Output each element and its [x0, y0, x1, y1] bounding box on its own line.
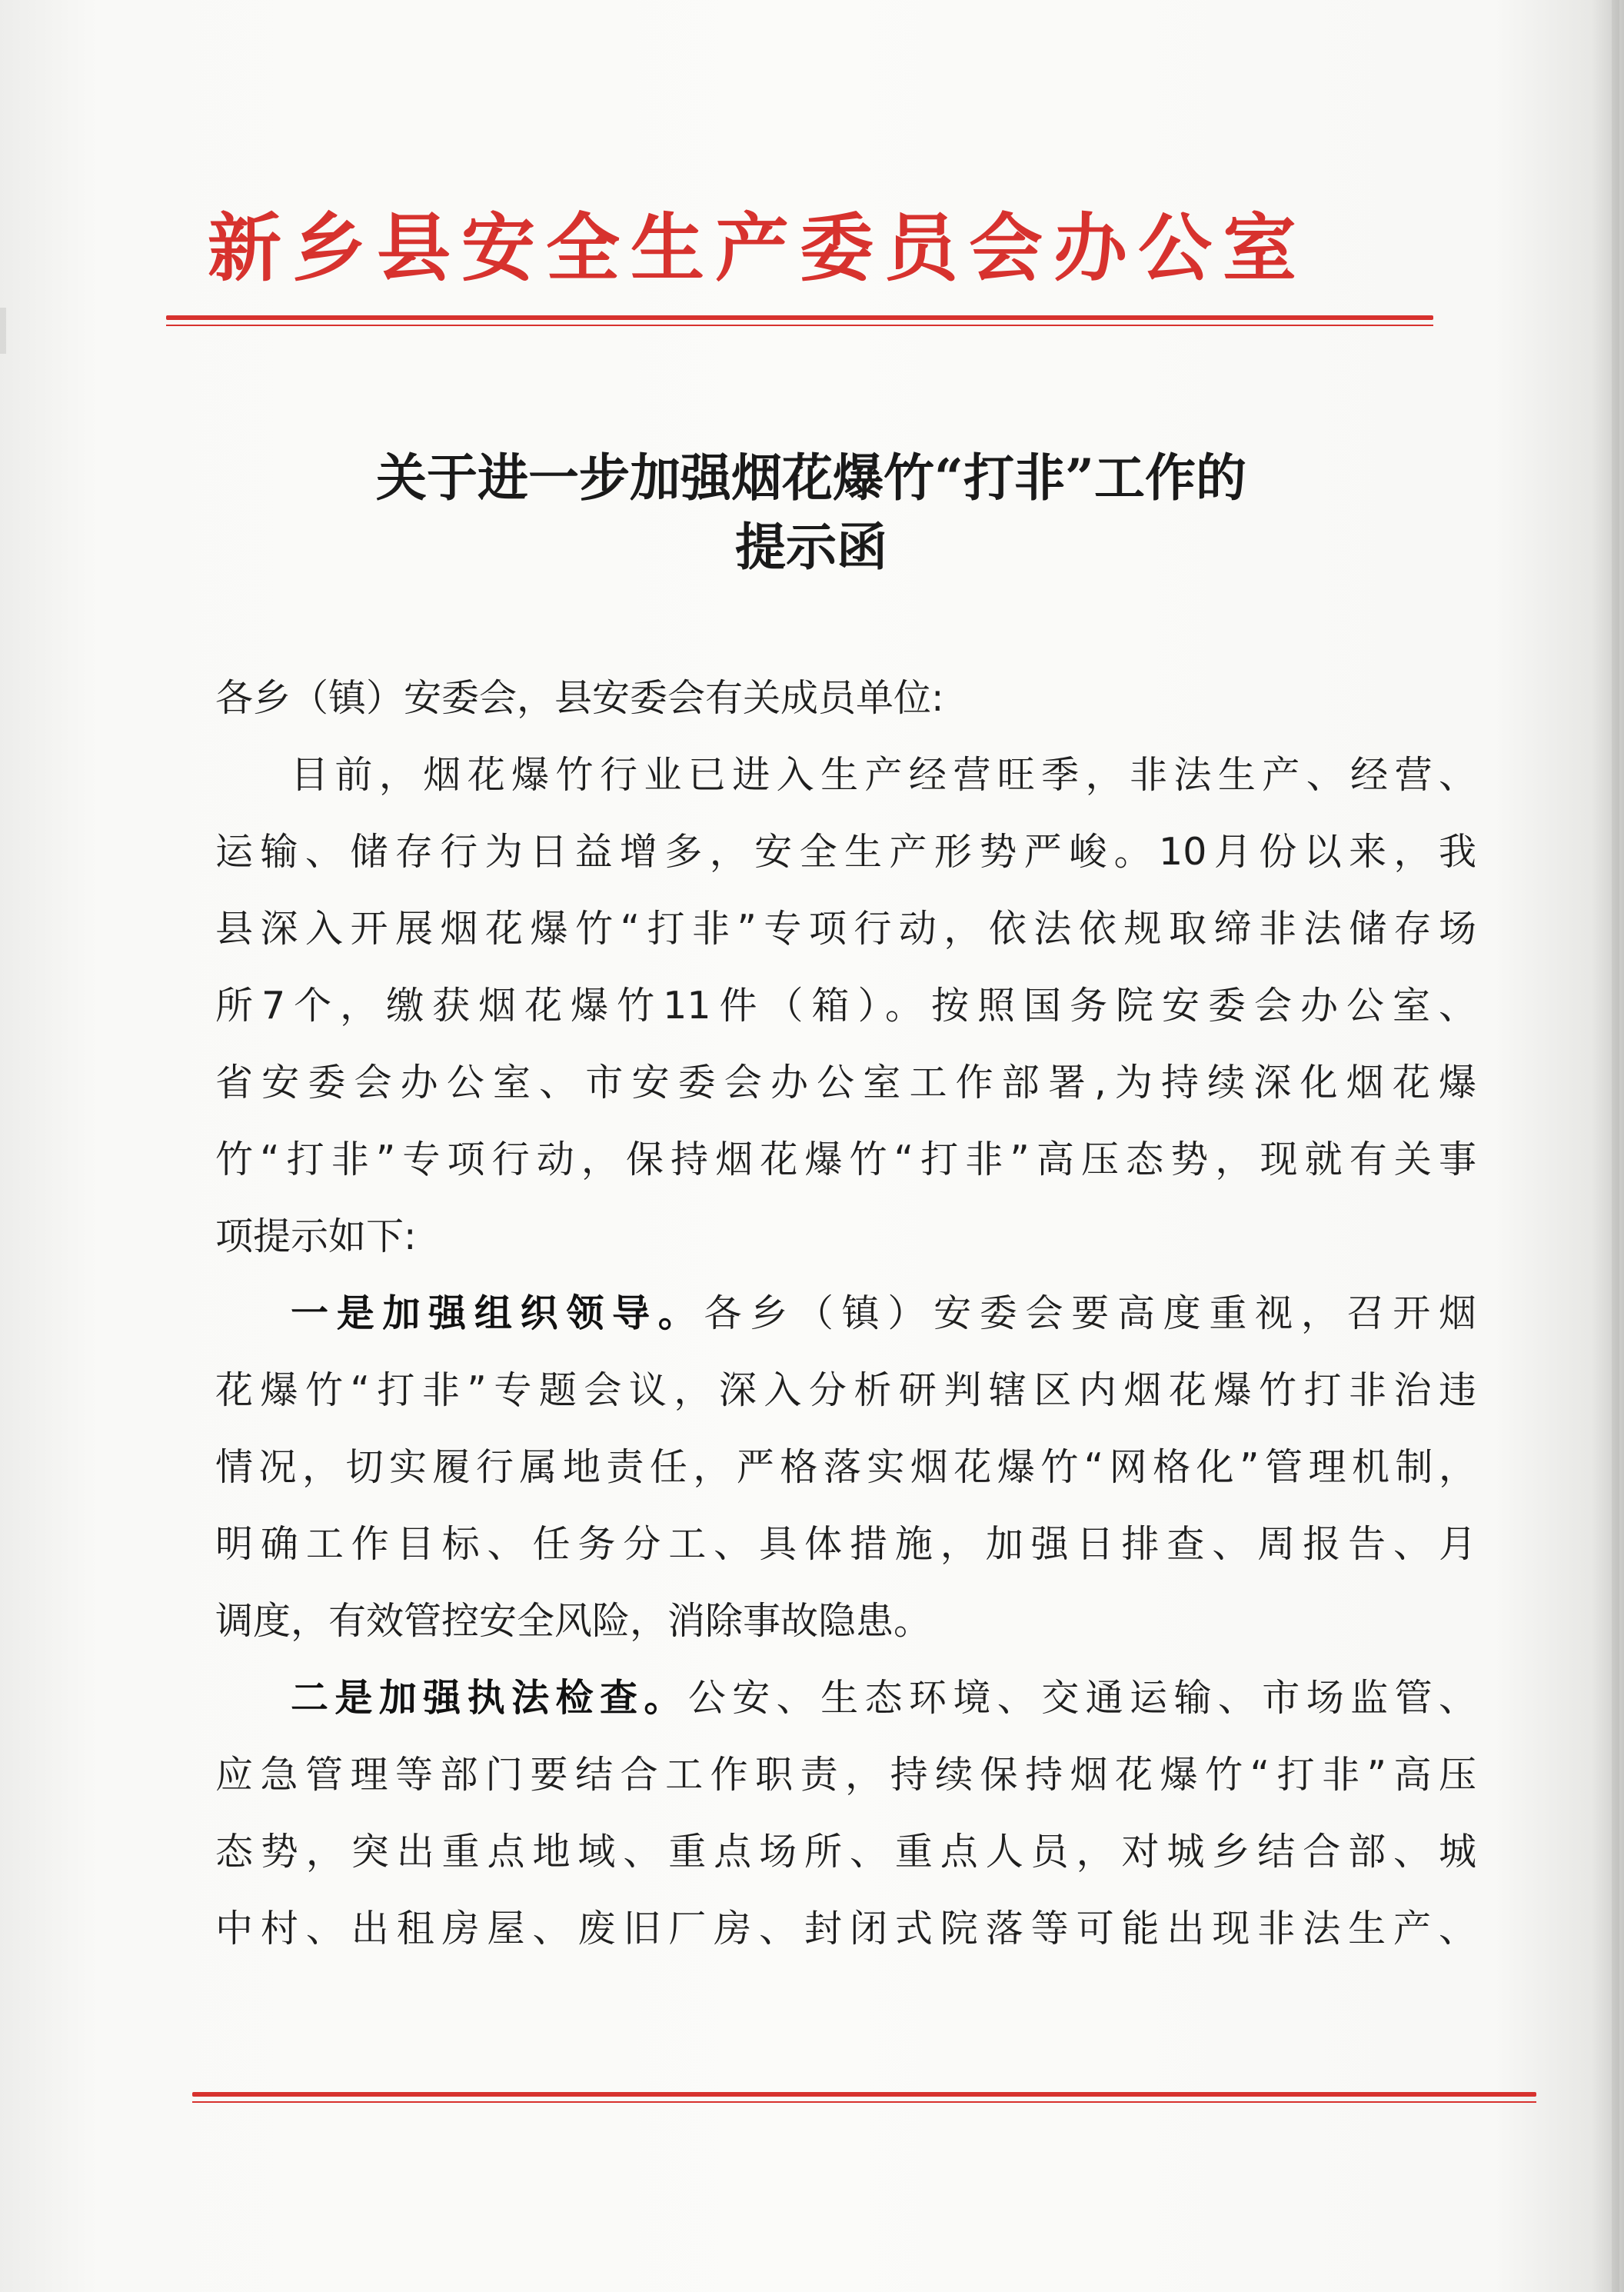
- section-heading: 二是加强执法检查。: [291, 1676, 688, 1720]
- section-heading: 一是加强组织领导。: [291, 1291, 704, 1335]
- body-line: [215, 1583, 1476, 1660]
- footer-red-rule-thin: [192, 2101, 1536, 2103]
- body-line-text: 各乡（镇）安委会，县安委会有关成员单位:: [215, 676, 944, 720]
- letterhead-red-rule: [166, 315, 1433, 320]
- body-line: [215, 1891, 1476, 1967]
- body-line: [215, 1429, 1476, 1506]
- body-line: [215, 1814, 1476, 1891]
- document-title: [200, 443, 1423, 581]
- body-line: [215, 1737, 1476, 1814]
- footer-red-rule: [192, 2092, 1536, 2097]
- body-line: [215, 1275, 1476, 1352]
- body-line-text: 情况，切实履行属地责任，严格落实烟花爆竹“网格化”管理机制，: [215, 1445, 1476, 1489]
- body-line: [215, 1660, 1476, 1737]
- document-body: [215, 660, 1476, 1967]
- body-line: [215, 1198, 1476, 1275]
- body-line-text: 公安、生态环境、交通运输、市场监管、: [687, 1676, 1476, 1720]
- body-line-text: 运输、储存行为日益增多，安全生产形势严峻。10月份以来，我: [215, 830, 1476, 874]
- body-line-text: 目前，烟花爆竹行业已进入生产经营旺季，非法生产、经营、: [291, 753, 1476, 797]
- body-line-text: 所7个，缴获烟花爆竹11件（箱）。按照国务院安委会办公室、: [215, 984, 1476, 1028]
- body-line: [215, 737, 1476, 814]
- body-line: [215, 1506, 1476, 1583]
- document-title-line-1: 关于进一步加强烟花爆竹“打非”工作的: [376, 448, 1246, 508]
- body-line-text: 调度，有效管控安全风险，消除事故隐患。: [215, 1599, 932, 1643]
- body-line-text: 竹“打非”专项行动，保持烟花爆竹“打非”高压态势，现就有关事: [215, 1138, 1476, 1181]
- body-line: [215, 1121, 1476, 1198]
- letterhead-org-name: 新乡县安全生产委员会办公室: [208, 205, 1307, 291]
- body-line-text: 态势，突出重点地域、重点场所、重点人员，对城乡结合部、城: [215, 1830, 1476, 1874]
- body-line: [215, 891, 1476, 968]
- body-line-text: 中村、出租房屋、废旧厂房、封闭式院落等可能出现非法生产、: [215, 1907, 1476, 1951]
- body-line: [215, 1352, 1476, 1429]
- body-line-text: 县深入开展烟花爆竹“打非”专项行动，依法依规取缔非法储存场: [215, 907, 1476, 951]
- body-line-text: 花爆竹“打非”专题会议，深入分析研判辖区内烟花爆竹打非治违: [215, 1368, 1476, 1412]
- body-line-text: 项提示如下:: [215, 1214, 417, 1258]
- page-spine-shade: [1612, 0, 1619, 2292]
- body-line: [215, 1044, 1476, 1121]
- letterhead-red-rule-thin: [166, 325, 1433, 326]
- body-line-text: 各乡（镇）安委会要高度重视，召开烟: [704, 1291, 1476, 1335]
- body-line: [215, 968, 1476, 1044]
- body-line-text: 应急管理等部门要结合工作职责，持续保持烟花爆竹“打非”高压: [215, 1753, 1476, 1797]
- body-line: [215, 814, 1476, 891]
- body-line: [215, 660, 1476, 737]
- left-edge-mark: [0, 308, 6, 354]
- body-line-text: 明确工作目标、任务分工、具体措施，加强日排查、周报告、月: [215, 1522, 1476, 1566]
- document-title-line-2: 提示函: [735, 517, 887, 577]
- body-line-text: 省安委会办公室、市安委会办公室工作部署,为持续深化烟花爆: [215, 1061, 1476, 1104]
